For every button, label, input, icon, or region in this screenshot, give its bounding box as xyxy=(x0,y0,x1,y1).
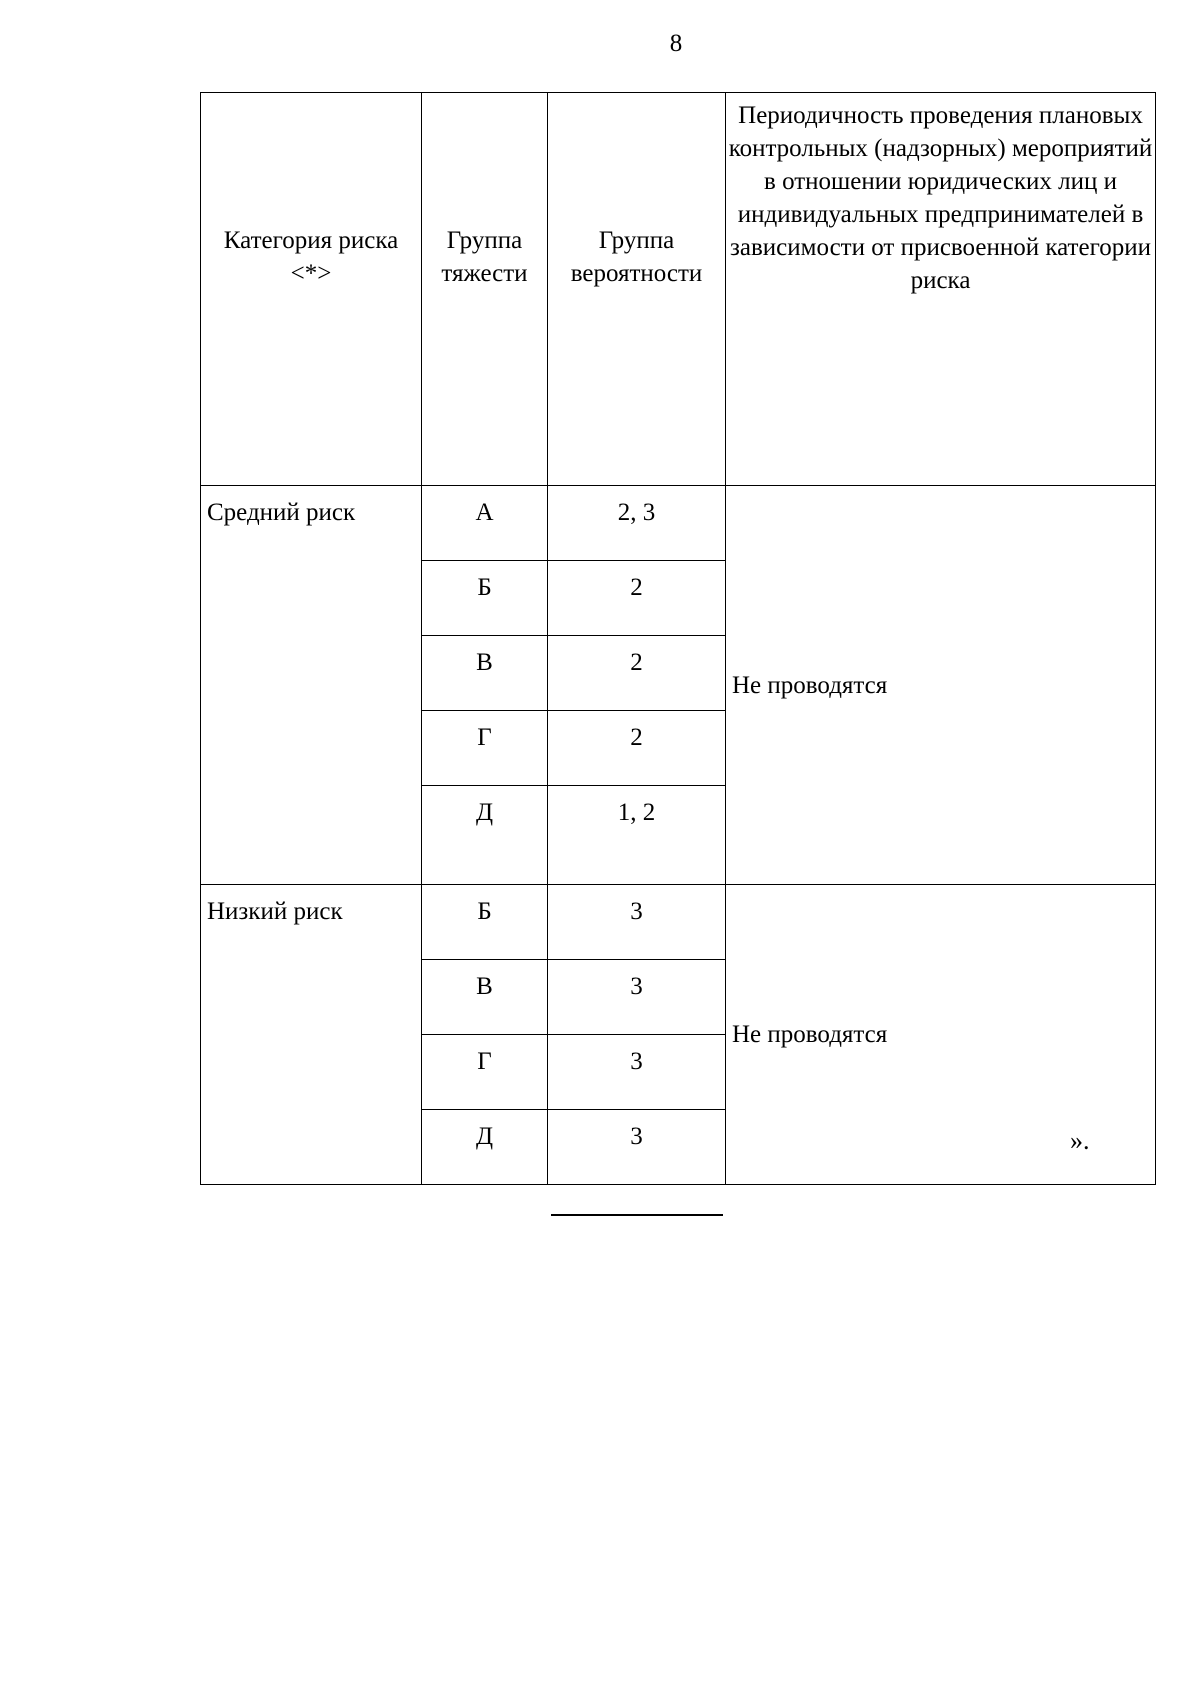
table-header-row xyxy=(201,93,1156,486)
probability-cell: 3 xyxy=(548,1035,726,1110)
risk-category-table xyxy=(200,92,1156,1185)
probability-cell: 2 xyxy=(548,636,726,711)
page-number: 8 xyxy=(669,30,683,57)
probability-cell: 1, 2 xyxy=(548,786,726,885)
severity-cell: Б xyxy=(422,885,548,960)
table-row xyxy=(201,486,1156,561)
header-probability-group: Группа вероятности xyxy=(548,93,726,486)
severity-cell: В xyxy=(422,960,548,1035)
probability-cell: 2, 3 xyxy=(548,486,726,561)
risk-category-medium: Средний риск xyxy=(201,486,422,885)
footer-divider xyxy=(551,1214,723,1216)
severity-cell: Г xyxy=(422,711,548,786)
periodicity-medium: Не проводятся xyxy=(726,486,1156,885)
header-severity-group: Группа тяжести xyxy=(422,93,548,486)
probability-cell: 3 xyxy=(548,1110,726,1185)
table-row xyxy=(201,885,1156,960)
severity-cell: Д xyxy=(422,1110,548,1185)
closing-quote: ». xyxy=(1070,1126,1090,1155)
severity-cell: В xyxy=(422,636,548,711)
probability-cell: 2 xyxy=(548,561,726,636)
probability-cell: 3 xyxy=(548,885,726,960)
risk-category-low: Низкий риск xyxy=(201,885,422,1185)
periodicity-low: Не проводятся xyxy=(726,885,1156,1185)
probability-cell: 3 xyxy=(548,960,726,1035)
header-risk-category: Категория риска <*> xyxy=(201,93,422,486)
severity-cell: А xyxy=(422,486,548,561)
header-periodicity: Периодичность проведения плановых контрольных (надзорных) мероприятий в отношении юридических лиц и индивидуальных предпринимателей в зависимости от присвоенной категории риска xyxy=(726,93,1156,486)
probability-cell: 2 xyxy=(548,711,726,786)
severity-cell: Г xyxy=(422,1035,548,1110)
severity-cell: Б xyxy=(422,561,548,636)
severity-cell: Д xyxy=(422,786,548,885)
